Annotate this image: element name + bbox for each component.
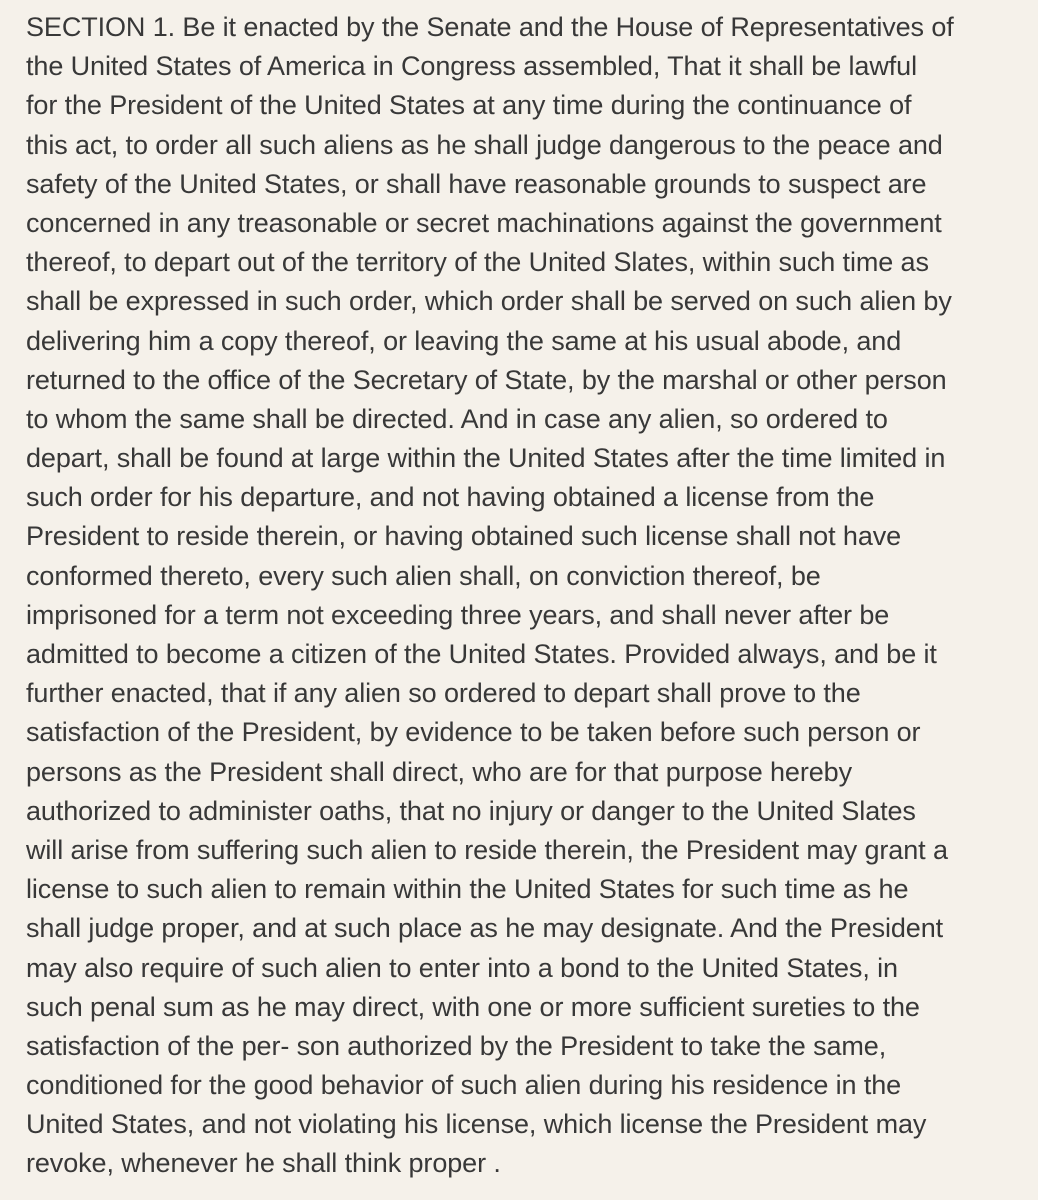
text-line: delivering him a copy thereof, or leaving the same at his usual abode, and — [26, 325, 902, 356]
text-line: may also require of such alien to enter into a bond to the United States, in — [26, 952, 898, 983]
text-line: license to such alien to remain within the United States for such time as he — [26, 874, 909, 905]
document-text — [26, 8, 1036, 1184]
text-line: shall judge proper, and at such place as he may designate. And the President — [26, 913, 944, 944]
text-line: satisfaction of the President, by evidence to be taken before such person or — [26, 717, 921, 748]
text-line: shall be expressed in such order, which order shall be served on such alien by — [26, 286, 952, 317]
text-line: President to reside therein, or having obtained such license shall not have — [26, 521, 902, 552]
text-line: safety of the United States, or shall have reasonable grounds to suspect are — [26, 168, 927, 199]
text-line: authorized to administer oaths, that no injury or danger to the United Slates — [26, 795, 916, 826]
text-line: this act, to order all such aliens as he shall judge dangerous to the peace and — [26, 129, 943, 160]
text-line: to whom the same shall be directed. And in case any alien, so ordered to — [26, 403, 888, 434]
text-line: SECTION 1. Be it enacted by the Senate and the House of Representatives of — [26, 12, 954, 42]
text-line: conditioned for the good behavior of such alien during his residence in the — [26, 1070, 902, 1101]
text-line: thereof, to depart out of the territory of the United Slates, within such time as — [26, 247, 929, 278]
text-line: returned to the office of the Secretary of State, by the marshal or other person — [26, 364, 947, 395]
text-line: persons as the President shall direct, who are for that purpose hereby — [26, 756, 852, 787]
text-line: the United States of America in Congress assembled, That it shall be lawful — [26, 51, 917, 82]
text-line: such penal sum as he may direct, with one or more sufficient sureties to the — [26, 991, 920, 1022]
text-line: imprisoned for a term not exceeding three years, and shall never after be — [26, 599, 890, 630]
text-line: will arise from suffering such alien to reside therein, the President may grant a — [26, 834, 948, 865]
text-line: revoke, whenever he shall think proper . — [26, 1148, 501, 1179]
text-line: further enacted, that if any alien so ordered to depart shall prove to the — [26, 678, 861, 709]
text-line: United States, and not violating his license, which license the President may — [26, 1109, 927, 1140]
text-line: for the President of the United States at any time during the continuance of — [26, 90, 912, 121]
text-line: such order for his departure, and not having obtained a license from the — [26, 482, 875, 513]
text-line: admitted to become a citizen of the United States. Provided always, and be it — [26, 639, 937, 669]
text-line: depart, shall be found at large within the United States after the time limited in — [26, 443, 946, 474]
text-line: satisfaction of the per- son authorized by the President to take the same, — [26, 1030, 887, 1061]
text-line: concerned in any treasonable or secret machinations against the government — [26, 207, 942, 238]
text-line: conformed thereto, every such alien shall, on conviction thereof, be — [26, 560, 821, 591]
